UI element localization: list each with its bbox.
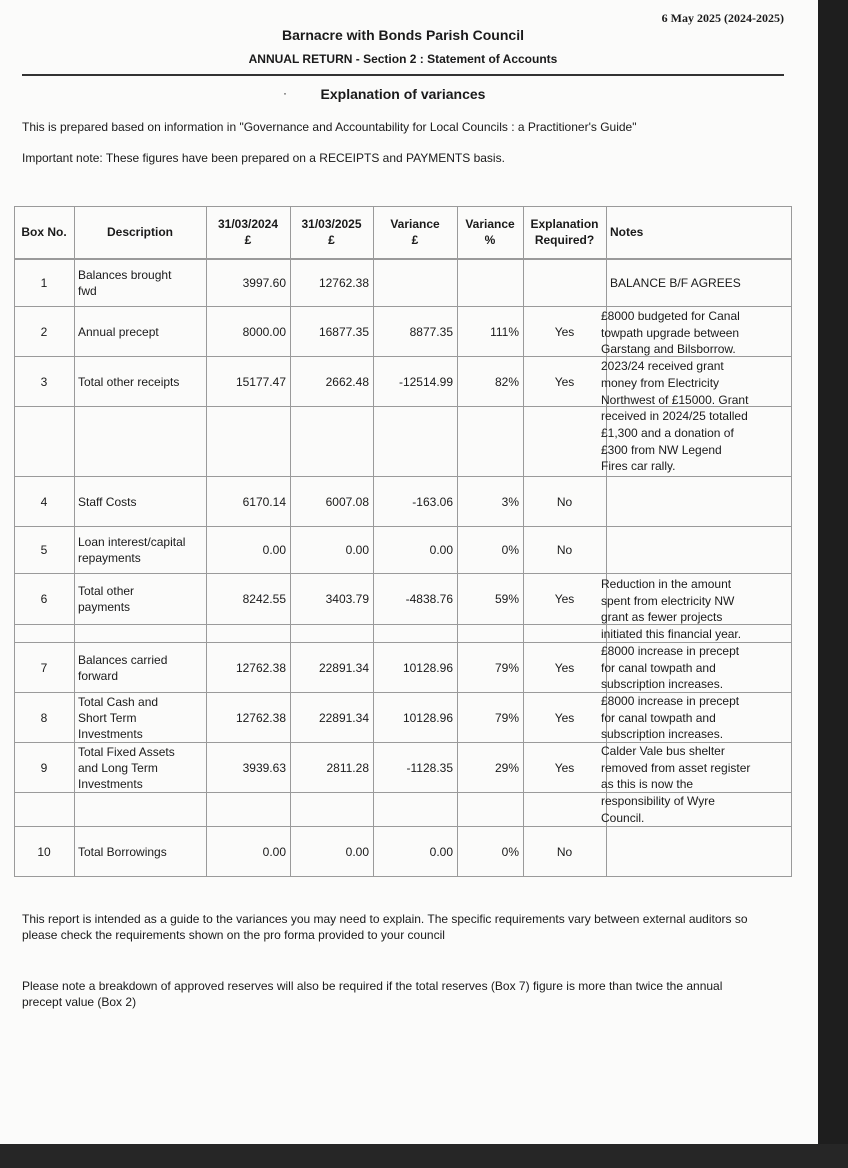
section-title: ANNUAL RETURN - Section 2 : Statement of Accounts	[248, 52, 558, 66]
table-cell-pct: 29%	[494, 760, 519, 775]
table-cell-y2024: 3939.63	[242, 760, 286, 775]
table-cell-pct: 3%	[501, 494, 519, 509]
table-cell-note	[610, 527, 788, 573]
table-cell-y2025: 22891.34	[318, 660, 369, 675]
table-col-line	[791, 206, 792, 876]
table-cell-pct: 79%	[494, 710, 519, 725]
table-cell-desc: Staff Costs	[78, 494, 137, 509]
table-cell-var: 10128.96	[402, 710, 453, 725]
table-cell-box: 2	[40, 324, 48, 339]
table-col-line	[14, 206, 15, 876]
table-cell-desc: Total other receipts	[78, 374, 180, 389]
table-col-line	[290, 206, 291, 876]
header-cell: Notes	[610, 225, 644, 239]
table-cell-pct	[461, 625, 519, 642]
table-cell-box	[18, 793, 70, 826]
header-cell: Description	[106, 225, 173, 239]
intro-text: This is prepared based on information in "Governance and Accountability for Local Councils : a Practitioner's Guide"	[22, 120, 637, 134]
table-cell-y2025: 0.00	[345, 543, 369, 557]
table-cell-box	[18, 625, 70, 642]
header-cell: Variance %	[465, 217, 515, 247]
council-name: Barnacre with Bonds Parish Council	[282, 27, 524, 43]
table-cell-y2025	[294, 625, 369, 642]
table-cell-y2025: 12762.38	[318, 275, 369, 290]
table-cell-note	[610, 827, 788, 876]
scan-edge	[818, 0, 848, 1168]
table-cell-pct: 111%	[490, 324, 519, 339]
table-cell-box	[18, 407, 70, 476]
table-cell-y2024: 12762.38	[235, 660, 286, 675]
table-cell-y2024	[210, 407, 286, 476]
table-cell-y2024: 0.00	[262, 543, 286, 557]
table-cell-note: BALANCE B/F AGREES	[610, 275, 741, 290]
table-cell-var	[377, 407, 453, 476]
table-cell-y2025	[294, 793, 369, 826]
header-cell: 31/03/2024 £	[217, 217, 279, 247]
stray-mark: ·	[283, 86, 287, 100]
table-cell-req: No	[556, 494, 573, 509]
table-cell-var: -4838.76	[405, 592, 453, 606]
table-cell-desc: Annual precept	[78, 324, 159, 339]
table-row-line	[14, 876, 792, 877]
table-cell-desc: Total Fixed Assets and Long Term Investments	[78, 744, 175, 791]
header-cell: 31/03/2025 £	[301, 217, 362, 247]
table-cell-y2025: 22891.34	[318, 710, 369, 725]
table-cell-var	[377, 259, 453, 306]
table-col-line	[523, 206, 524, 876]
table-cell-y2025: 6007.08	[325, 494, 369, 509]
table-cell-y2024: 8242.55	[242, 592, 286, 606]
table-cell-desc: Loan interest/capital repayments	[78, 535, 186, 565]
table-cell-desc: Total Cash and Short Term Investments	[78, 694, 159, 741]
table-cell-box: 3	[40, 374, 48, 389]
table-cell-req: Yes	[554, 710, 575, 725]
table-cell-var	[377, 793, 453, 826]
table-cell-y2024: 12762.38	[235, 710, 286, 725]
important-note: Important note: These figures have been prepared on a RECEIPTS and PAYMENTS basis.	[22, 151, 505, 165]
table-cell-req: Yes	[554, 660, 575, 675]
table-cell-pct: 59%	[494, 592, 519, 606]
table-cell-box: 5	[40, 543, 48, 557]
guide-note: This report is intended as a guide to the variances you may need to explain. The specific requirements vary between external auditors so please check the requirements shown on the pro forma provided to your council	[22, 912, 748, 942]
table-col-line	[74, 206, 75, 876]
table-cell-req	[527, 259, 602, 306]
table-cell-desc	[78, 407, 202, 476]
table-cell-req: Yes	[554, 760, 575, 775]
table-cell-y2024	[210, 625, 286, 642]
table-cell-box: 4	[40, 494, 48, 509]
table-cell-y2024: 15177.47	[235, 374, 286, 389]
scan-bottom-edge	[0, 1144, 848, 1168]
table-cell-y2024: 3997.60	[242, 275, 286, 290]
table-cell-box: 6	[40, 592, 48, 606]
table-cell-req	[527, 625, 602, 642]
table-cell-note	[610, 477, 788, 526]
table-cell-var: -163.06	[412, 494, 453, 509]
table-cell-req: No	[556, 844, 573, 859]
table-cell-box: 9	[40, 760, 48, 775]
table-cell-box: 7	[40, 660, 48, 675]
table-cell-box: 8	[40, 710, 48, 725]
table-cell-var	[377, 625, 453, 642]
table-cell-req	[527, 793, 602, 826]
table-cell-var: -1128.35	[406, 760, 453, 775]
table-cell-req: Yes	[554, 374, 575, 389]
table-cell-y2024	[210, 793, 286, 826]
header-divider	[22, 74, 784, 76]
header-cell: Box No.	[21, 225, 67, 239]
table-cell-desc: Balances brought fwd	[78, 267, 172, 298]
table-cell-pct: 0%	[501, 844, 519, 859]
header-cell: Explanation Required?	[530, 217, 599, 247]
notes-box-6-9: Reduction in the amount spent from electricity NW grant as fewer projects initiated this financial year. £8000 increase in precept for canal towpath and subscription increases. £8000 increase in precept for canal towpath and subscription increases. Calder Vale bus shelter removed from asset register as this is now the responsibility of Wyre Council.	[601, 577, 751, 825]
table-cell-y2025: 2662.48	[325, 374, 369, 389]
table-cell-var: 0.00	[429, 543, 453, 557]
table-cell-pct: 0%	[501, 543, 519, 557]
table-cell-req	[527, 407, 602, 476]
table-cell-pct	[461, 259, 519, 306]
table-cell-pct: 82%	[494, 374, 519, 389]
table-cell-desc: Total other payments	[78, 584, 135, 614]
table-cell-pct	[461, 793, 519, 826]
table-cell-y2025: 3403.79	[325, 592, 369, 606]
table-cell-pct: 79%	[494, 660, 519, 675]
table-cell-var: -12514.99	[398, 374, 453, 389]
table-cell-pct	[461, 407, 519, 476]
table-col-line	[206, 206, 207, 876]
table-col-line	[457, 206, 458, 876]
table-cell-req: Yes	[554, 592, 575, 606]
notes-box-2-3: £8000 budgeted for Canal towpath upgrade between Garstang and Bilsborrow. 2023/24 received grant money from Electricity Northwest of £15000. Grant received in 2024/25 totalled £1,300 and a donation of £300 from NW Legend Fires car rally.	[601, 309, 749, 474]
table-cell-y2024: 6170.14	[242, 494, 286, 509]
reserves-note: Please note a breakdown of approved reserves will also be required if the total reserves (Box 7) figure is more than twice the annual precept value (Box 2)	[22, 979, 723, 1009]
table-cell-y2025: 16877.35	[318, 324, 369, 339]
table-cell-box: 1	[40, 275, 48, 290]
table-cell-req: No	[556, 543, 573, 557]
header-cell: Variance £	[390, 217, 440, 247]
table-cell-y2025	[294, 407, 369, 476]
table-col-line	[373, 206, 374, 876]
table-cell-var: 10128.96	[402, 660, 453, 675]
table-cell-y2024: 0.00	[262, 844, 286, 859]
table-cell-y2024: 8000.00	[242, 324, 286, 339]
table-cell-desc	[78, 625, 202, 642]
table-cell-var: 8877.35	[409, 324, 453, 339]
table-cell-desc: Total Borrowings	[78, 844, 167, 859]
table-cell-y2025: 0.00	[345, 844, 369, 859]
document-date: 6 May 2025 (2024-2025)	[661, 11, 784, 25]
table-cell-desc	[78, 793, 202, 826]
table-cell-y2025: 2811.28	[326, 760, 369, 775]
table-cell-box: 10	[37, 844, 51, 859]
table-cell-req: Yes	[554, 324, 575, 339]
table-cell-var: 0.00	[429, 844, 453, 859]
table-cell-desc: Balances carried forward	[78, 652, 168, 683]
page-heading: Explanation of variances	[320, 86, 486, 102]
